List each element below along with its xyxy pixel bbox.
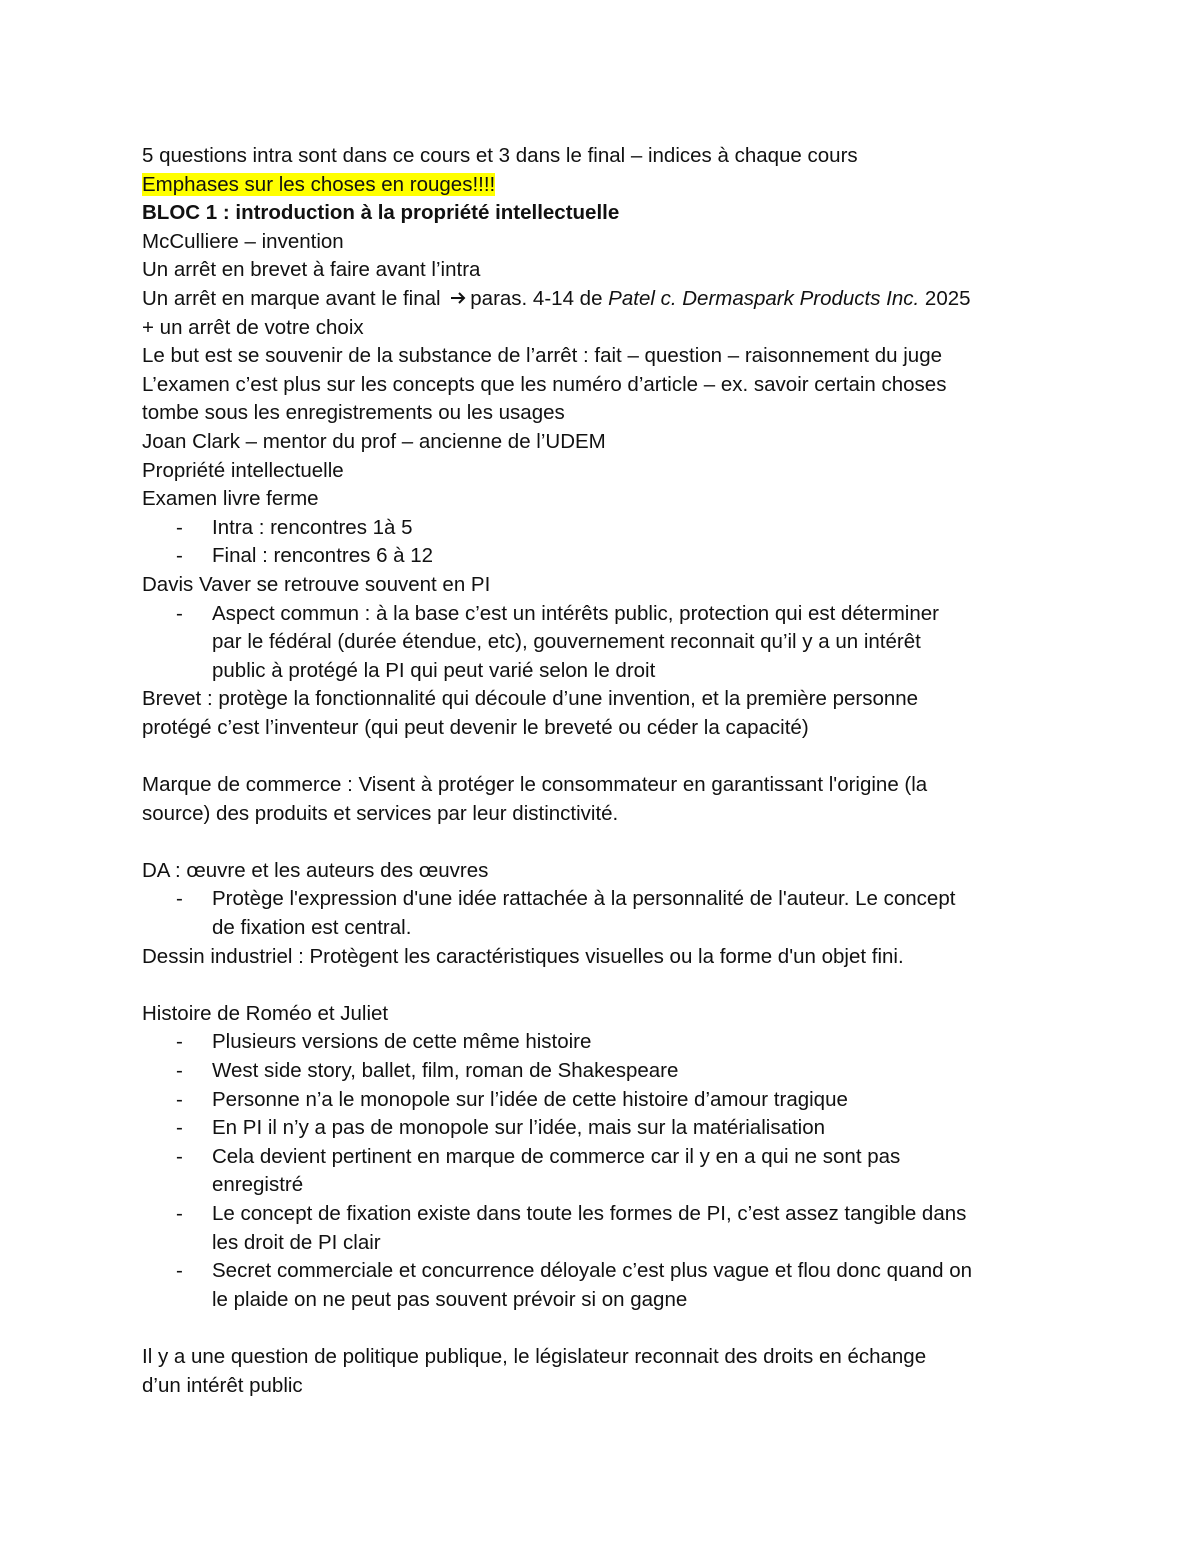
list-item [142,1200,1072,1257]
list-item [142,885,1072,942]
blank-line [142,971,1072,1000]
mcculliere-line: McCulliere – invention [142,229,344,253]
bullet-dash: - [176,601,183,625]
list-item-text: Le concept de fixation existe dans toute les formes de PI, c’est assez tangible dans [212,1201,967,1225]
bullet-dash: - [176,887,183,911]
list-item [142,542,1072,571]
vaver-line: Davis Vaver se retrouve souvent en PI [142,572,491,596]
bullet-dash: - [176,1144,183,1168]
list-item-text: Secret commerciale et concurrence déloyale c’est plus vague et flou donc quand on [212,1259,973,1283]
joan-line: Joan Clark – mentor du prof – ancienne de l’UDEM [142,429,606,453]
list-item-text: enregistré [212,1173,304,1197]
da-line: DA : œuvre et les auteurs des œuvres [142,858,489,882]
examen-concepts-line: tombe sous les enregistrements ou les usages [142,401,565,425]
examen-concepts-line: L’examen c’est plus sur les concepts que les numéro d’article – ex. savoir certain choses [142,372,947,396]
blank-line [142,1314,1072,1343]
pi-line: Propriété intellectuelle [142,458,344,482]
romeo-list [142,1028,1072,1314]
emphasis-line [142,171,1072,200]
marque-line: Marque de commerce : Visent à protéger le consommateur en garantissant l'origine (la [142,773,928,797]
right-arrow-icon [450,285,466,314]
romeo-heading: Histoire de Roméo et Juliet [142,1001,389,1025]
intro-line: 5 questions intra sont dans ce cours et 3 dans le final – indices à chaque cours [142,144,858,167]
list-item-text: En PI il n’y a pas de monopole sur l’idée, mais sur la matérialisation [212,1116,826,1140]
arret-marque-line [142,285,1072,314]
list-item [142,1057,1072,1086]
bullet-dash: - [176,1201,183,1225]
arret-choix-line: + un arrêt de votre choix [142,315,364,339]
brevet-line: Brevet : protège la fonctionnalité qui découle d’une invention, et la première personne [142,687,919,711]
list-item [142,1028,1072,1057]
bloc-heading: BLOC 1 : introduction à la propriété intellectuelle [142,201,620,225]
case-year: 2025 [924,286,971,310]
list-item-text: le plaide on ne peut pas souvent prévoir si on gagne [212,1287,688,1311]
dessin-line: Dessin industriel : Protègent les caractéristiques visuelles ou la forme d'un objet fini. [142,944,904,968]
bullet-dash: - [176,1030,183,1054]
bullet-dash: - [176,1087,183,1111]
blank-line [142,828,1072,857]
bullet-dash: - [176,1259,183,1283]
document-body [142,142,1072,1400]
livre-ferme-line: Examen livre ferme [142,487,319,511]
list-item-text: Protège l'expression d'une idée rattachée à la personnalité de l'auteur. Le concept [212,887,956,911]
arret-marque-prefix: Un arrêt en marque avant le final [142,286,441,310]
list-item-text: Aspect commun : à la base c’est un intérêts public, protection qui est déterminer [212,601,939,625]
list-item-text: Plusieurs versions de cette même histoire [212,1030,592,1054]
list-item-text: par le fédéral (durée étendue, etc), gouvernement reconnait qu’il y a un intérêt [212,630,921,654]
list-item-text: Final : rencontres 6 à 12 [212,544,434,568]
list-item-text: Intra : rencontres 1à 5 [212,515,413,539]
list-item [142,1114,1072,1143]
list-item-text: les droit de PI clair [212,1230,381,1254]
bullet-dash: - [176,515,183,539]
list-item [142,514,1072,543]
list-item-text: Personne n’a le monopole sur l’idée de cette histoire d’amour tragique [212,1087,848,1111]
politique-line: d’un intérêt public [142,1373,303,1397]
list-item [142,1143,1072,1200]
brevet-line: protégé c’est l’inventeur (qui peut devenir le breveté ou céder la capacité) [142,715,809,739]
blank-line [142,742,1072,771]
list-item-text: de fixation est central. [212,916,412,940]
marque-line: source) des produits et services par leur distinctivité. [142,801,619,825]
list-item [142,1257,1072,1314]
list-item [142,1086,1072,1115]
arret-marque-paras: paras. 4-14 de [470,286,603,310]
bullet-dash: - [176,544,183,568]
arret-brevet-line: Un arrêt en brevet à faire avant l’intra [142,258,481,282]
bullet-dash: - [176,1116,183,1140]
case-name: Patel c. Dermaspark Products Inc. [608,286,920,310]
but-line: Le but est se souvenir de la substance de l’arrêt : fait – question – raisonnement du juge [142,344,943,368]
bullet-dash: - [176,1059,183,1082]
list-item-text: public à protégé la PI qui peut varié selon le droit [212,658,656,682]
list-item-text: West side story, ballet, film, roman de Shakespeare [212,1059,679,1082]
list-item [142,600,1072,686]
politique-line: Il y a une question de politique publique, le législateur reconnait des droits en échange [142,1344,927,1368]
highlighted-text: Emphases sur les choses en rouges!!!! [142,172,496,196]
list-item-text: Cela devient pertinent en marque de commerce car il y en a qui ne sont pas [212,1144,901,1168]
